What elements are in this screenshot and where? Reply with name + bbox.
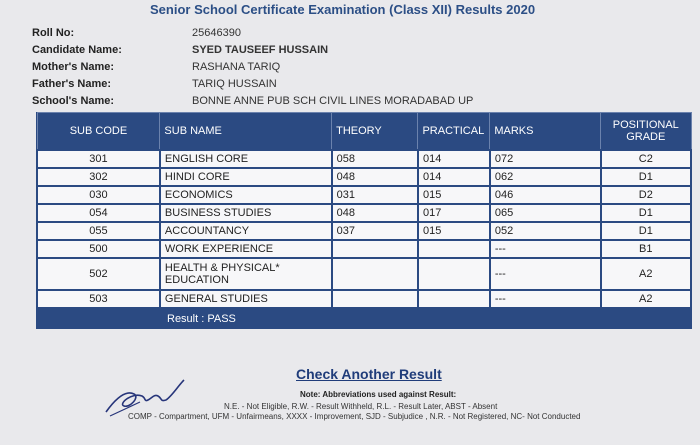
candidate-name-label: Candidate Name: (32, 44, 122, 56)
roll-row (32, 27, 672, 44)
header-marks: MARKS (490, 113, 601, 151)
school-name-row (32, 95, 672, 112)
theory-cell (332, 240, 418, 258)
mother-name-row (32, 61, 672, 78)
grade-cell: A2 (601, 290, 691, 308)
theory-cell: 058 (332, 150, 418, 168)
grade-cell: D1 (601, 168, 691, 186)
sub-name-cell: ACCOUNTANCY (160, 222, 332, 240)
page-title: Senior School Certificate Examination (Class XII) Results 2020 (150, 2, 536, 17)
marks-cell: --- (490, 240, 601, 258)
practical-cell: 017 (418, 204, 490, 222)
practical-cell (418, 258, 490, 290)
marks-cell: 065 (490, 204, 601, 222)
table-row (37, 168, 691, 186)
father-name-value: TARIQ HUSSAIN (192, 78, 277, 90)
table-row (37, 240, 691, 258)
practical-cell (418, 290, 490, 308)
marks-cell: 046 (490, 186, 601, 204)
sub-code-cell: 055 (37, 222, 160, 240)
table-row (37, 186, 691, 204)
father-name-label: Father's Name: (32, 78, 112, 90)
table-row (37, 258, 691, 290)
grade-cell: D2 (601, 186, 691, 204)
candidate-name-value: SYED TAUSEEF HUSSAIN (192, 44, 329, 56)
header-positional-grade: POSITIONAL GRADE (601, 113, 691, 151)
table-row (37, 290, 691, 308)
sub-code-cell: 500 (37, 240, 160, 258)
marks-cell: 062 (490, 168, 601, 186)
result-value: PASS (207, 313, 236, 325)
sub-name-cell: GENERAL STUDIES (160, 290, 332, 308)
mother-name-value: RASHANA TARIQ (192, 61, 281, 73)
marks-cell: --- (490, 290, 601, 308)
candidate-info (32, 27, 672, 112)
sub-code-cell: 502 (37, 258, 160, 290)
theory-cell: 048 (332, 204, 418, 222)
candidate-name-row (32, 44, 672, 61)
abbreviations-line-1: N.E. - Not Eligible, R.W. - Result Withheld, R.L. - Result Later, ABST - Absent (224, 402, 498, 411)
marks-cell: 072 (490, 150, 601, 168)
theory-cell: 037 (332, 222, 418, 240)
grade-cell: D1 (601, 222, 691, 240)
sub-name-cell: ECONOMICS (160, 186, 332, 204)
school-name-value: BONNE ANNE PUB SCH CIVIL LINES MORADABAD UP (192, 95, 474, 107)
theory-cell: 048 (332, 168, 418, 186)
sub-code-cell: 503 (37, 290, 160, 308)
practical-cell: 015 (418, 222, 490, 240)
practical-cell: 014 (418, 150, 490, 168)
table-row (37, 222, 691, 240)
table-row (37, 150, 691, 168)
grade-cell: B1 (601, 240, 691, 258)
grade-cell: D1 (601, 204, 691, 222)
theory-cell (332, 290, 418, 308)
result-label: Result : (167, 313, 205, 325)
marks-cell: 052 (490, 222, 601, 240)
practical-cell: 014 (418, 168, 490, 186)
sub-code-cell: 054 (37, 204, 160, 222)
table-body (37, 150, 691, 329)
table-row (37, 204, 691, 222)
header-sub-name: SUB NAME (160, 113, 332, 151)
abbreviations-note-title: Note: Abbreviations used against Result: (300, 390, 457, 399)
sub-code-cell: 301 (37, 150, 160, 168)
practical-cell: 015 (418, 186, 490, 204)
grade-cell: A2 (601, 258, 691, 290)
result-cell (37, 308, 691, 329)
sub-code-cell: 030 (37, 186, 160, 204)
header-sub-code: SUB CODE (37, 113, 160, 151)
abbreviations-line-2: COMP - Compartment, UFM - Unfairmeans, XXXX - Improvement, SJD - Subjudice , N.R. - Not Registered, NC- Not Conducted (128, 412, 581, 421)
check-another-result-link[interactable]: Check Another Result (296, 366, 442, 382)
table-header-row (37, 113, 691, 151)
sub-name-cell: HEALTH & PHYSICAL* EDUCATION (160, 258, 332, 290)
practical-cell (418, 240, 490, 258)
results-table (36, 112, 692, 329)
mother-name-label: Mother's Name: (32, 61, 115, 73)
sub-name-cell: HINDI CORE (160, 168, 332, 186)
father-name-row (32, 78, 672, 95)
sub-name-cell: ENGLISH CORE (160, 150, 332, 168)
marks-cell: --- (490, 258, 601, 290)
grade-cell: C2 (601, 150, 691, 168)
header-practical: PRACTICAL (418, 113, 490, 151)
roll-label: Roll No: (32, 27, 75, 39)
sub-code-cell: 302 (37, 168, 160, 186)
sub-name-cell: BUSINESS STUDIES (160, 204, 332, 222)
theory-cell (332, 258, 418, 290)
result-row (37, 308, 691, 329)
header-theory: THEORY (332, 113, 418, 151)
school-name-label: School's Name: (32, 95, 115, 107)
sub-name-cell: WORK EXPERIENCE (160, 240, 332, 258)
theory-cell: 031 (332, 186, 418, 204)
roll-value: 25646390 (192, 27, 241, 39)
